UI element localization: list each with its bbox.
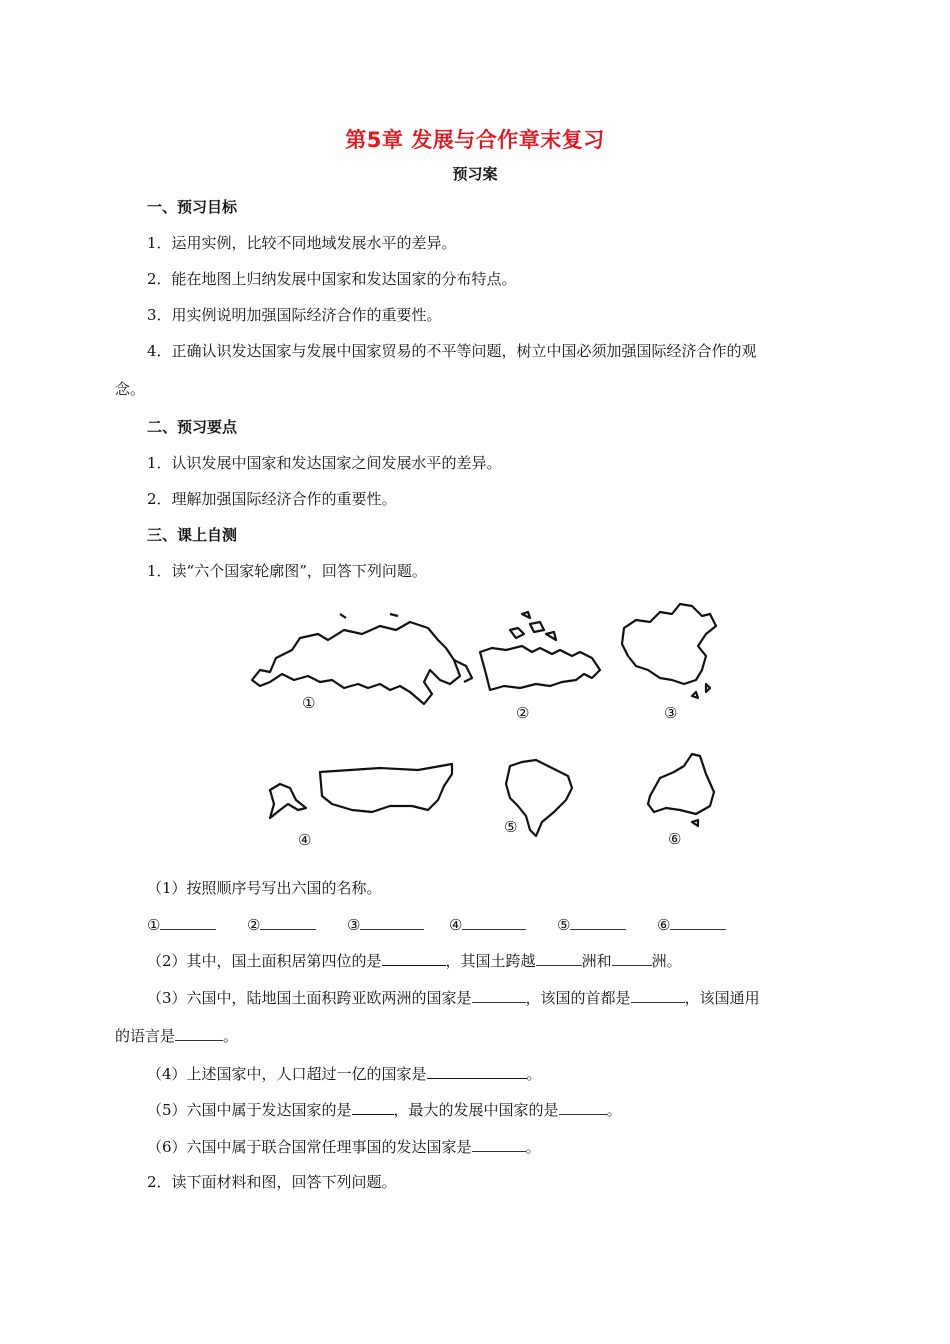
blank-label-4: ④ [449, 916, 463, 934]
figure-label-2: ② [516, 704, 530, 722]
answer-blank-eurasia-country[interactable] [472, 987, 526, 1003]
goal-item-1: 1．运用实例，比较不同地域发展水平的差异。 [147, 234, 457, 252]
answer-blank-continent-2[interactable] [612, 950, 652, 966]
canada-outline-icon [480, 612, 600, 690]
blank-label-3: ③ [347, 916, 361, 934]
answer-blank-6[interactable] [670, 914, 726, 930]
section-2-heading: 二、预习要点 [147, 418, 238, 436]
sub-question-4: （4）上述国家中，人口超过一亿的国家是 。 [147, 1065, 542, 1083]
document-subtitle: 预习案 [452, 165, 498, 183]
question-2: 2．读下面材料和图，回答下列问题。 [147, 1173, 397, 1191]
answer-blank-language[interactable] [175, 1025, 223, 1041]
goal-item-4: 4．正确认识发达国家与发展中国家贸易的不平等问题，树立中国必须加强国际经济合作的观 [147, 342, 757, 360]
six-countries-outline-figure [240, 600, 730, 860]
answer-blank-population[interactable] [427, 1063, 527, 1079]
blank-label-6: ⑥ [657, 916, 671, 934]
answer-blank-capital[interactable] [631, 987, 685, 1003]
answer-blank-continent-1[interactable] [536, 950, 582, 966]
key-point-1: 1．认识发展中国家和发达国家之间发展水平的差异。 [147, 454, 502, 472]
figure-label-6: ⑥ [668, 830, 682, 848]
section-1-heading: 一、预习目标 [147, 198, 238, 216]
sub-question-3: （3）六国中，陆地国土面积跨亚欧两洲的国家是 ，该国的首都是 ，该国通用 [147, 989, 760, 1007]
sub-question-6: （6）六国中属于联合国常任理事国的发达国家是 。 [147, 1138, 541, 1156]
australia-outline-icon [648, 754, 714, 826]
section-3-heading: 三、课上自测 [147, 526, 238, 544]
answer-blank-2[interactable] [260, 914, 316, 930]
answer-blank-largest-developing[interactable] [559, 1099, 607, 1115]
answer-blank-3[interactable] [360, 914, 424, 930]
usa-outline-icon [270, 764, 452, 818]
answer-blank-4[interactable] [462, 914, 526, 930]
goal-item-2: 2．能在地图上归纳发展中国家和发达国家的分布特点。 [147, 270, 517, 288]
sub-question-3-continued: 的语言是 。 [115, 1027, 239, 1045]
blank-label-1: ① [147, 916, 161, 934]
answer-blank-1[interactable] [160, 914, 216, 930]
russia-outline-icon [252, 614, 472, 704]
figure-label-4: ④ [298, 831, 312, 849]
blank-label-2: ② [247, 916, 261, 934]
blank-label-5: ⑤ [557, 916, 571, 934]
answer-blank-un-member[interactable] [472, 1136, 526, 1152]
sub-question-2: （2）其中，国土面积居第四位的是 ，其国土跨越 洲和 洲。 [147, 952, 682, 970]
goal-item-4-continued: 念。 [115, 380, 146, 398]
key-point-2: 2．理解加强国际经济合作的重要性。 [147, 490, 397, 508]
answer-blank-fourth-largest[interactable] [382, 950, 446, 966]
document-title: 第5章 发展与合作章末复习 [345, 128, 605, 152]
answer-blank-5[interactable] [570, 914, 626, 930]
figure-label-1: ① [302, 694, 316, 712]
sub-question-5: （5）六国中属于发达国家的是 ，最大的发展中国家的是 。 [147, 1101, 622, 1119]
goal-item-3: 3．用实例说明加强国际经济合作的重要性。 [147, 306, 442, 324]
figure-label-3: ③ [664, 704, 678, 722]
china-outline-icon [622, 604, 716, 698]
sub-question-1: （1）按照顺序号写出六国的名称。 [147, 879, 382, 897]
answer-blank-developed[interactable] [352, 1099, 394, 1115]
question-1: 1．读“六个国家轮廓图”，回答下列问题。 [147, 562, 427, 580]
figure-label-5: ⑤ [504, 818, 518, 836]
